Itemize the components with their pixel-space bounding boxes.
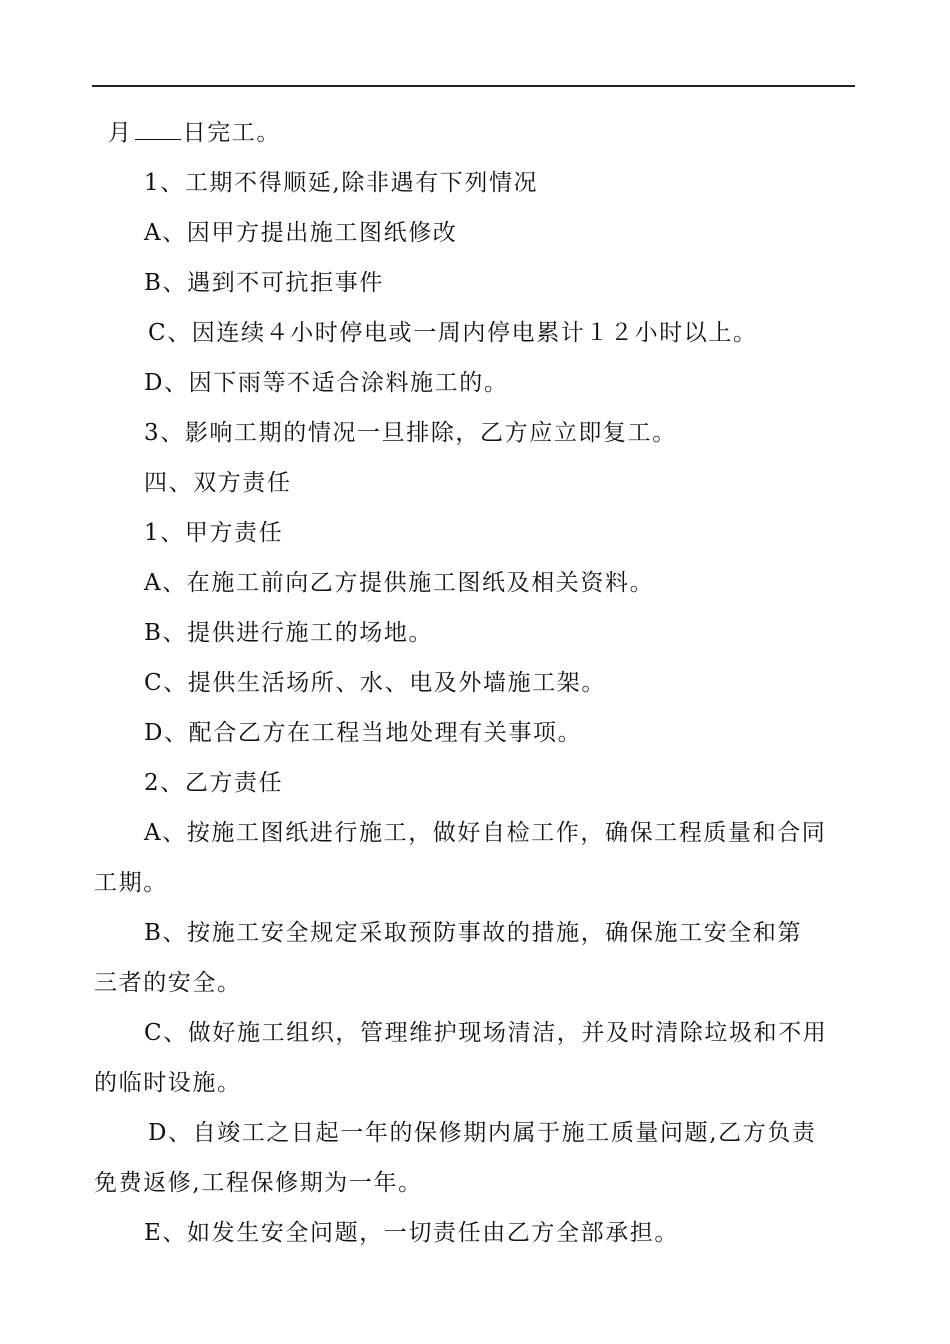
paragraph: D、因下雨等不适合涂料施工的。 bbox=[144, 370, 509, 396]
completion-label: 日完工。 bbox=[182, 120, 282, 146]
completion-date-line bbox=[94, 108, 856, 158]
subsection-heading: 2、乙方责任 bbox=[144, 770, 284, 796]
paragraph: 1、工期不得顺延,除非遇有下列情况 bbox=[144, 170, 539, 196]
paragraph: B、按施工安全规定采取预防事故的措施，确保施工安全和第 bbox=[144, 920, 803, 946]
paragraph-continuation: 免费返修,工程保修期为一年。 bbox=[94, 1170, 423, 1196]
paragraph: A、在施工前向乙方提供施工图纸及相关资料。 bbox=[144, 570, 655, 596]
document-body bbox=[94, 108, 856, 1258]
header-rule bbox=[92, 85, 855, 87]
month-label: 月 bbox=[108, 120, 133, 146]
paragraph: B、提供进行施工的场地。 bbox=[144, 620, 434, 646]
paragraph: C、因连续４小时停电或一周内停电累计１２小时以上。 bbox=[148, 320, 758, 346]
paragraph: C、做好施工组织，管理维护现场清洁，并及时清除垃圾和不用 bbox=[144, 1020, 828, 1046]
paragraph-continuation: 三者的安全。 bbox=[94, 970, 242, 996]
paragraph-continuation: 工期。 bbox=[94, 870, 168, 896]
subsection-heading: 1、甲方责任 bbox=[144, 520, 284, 546]
paragraph: D、自竣工之日起一年的保修期内属于施工质量问题,乙方负责 bbox=[148, 1120, 817, 1146]
day-blank bbox=[135, 119, 181, 140]
paragraph: D、配合乙方在工程当地处理有关事项。 bbox=[144, 720, 583, 746]
paragraph: A、按施工图纸进行施工，做好自检工作，确保工程质量和合同 bbox=[144, 820, 827, 846]
paragraph: B、遇到不可抗拒事件 bbox=[144, 270, 384, 296]
paragraph: 3、影响工期的情况一旦排除，乙方应立即复工。 bbox=[144, 420, 677, 446]
paragraph: E、如发生安全问题，一切责任由乙方全部承担。 bbox=[144, 1220, 679, 1246]
section-heading: 四、双方责任 bbox=[144, 470, 292, 496]
paragraph-continuation: 的临时设施。 bbox=[94, 1070, 242, 1096]
paragraph: A、因甲方提出施工图纸修改 bbox=[144, 220, 458, 246]
paragraph: C、提供生活场所、水、电及外墙施工架。 bbox=[144, 670, 606, 696]
